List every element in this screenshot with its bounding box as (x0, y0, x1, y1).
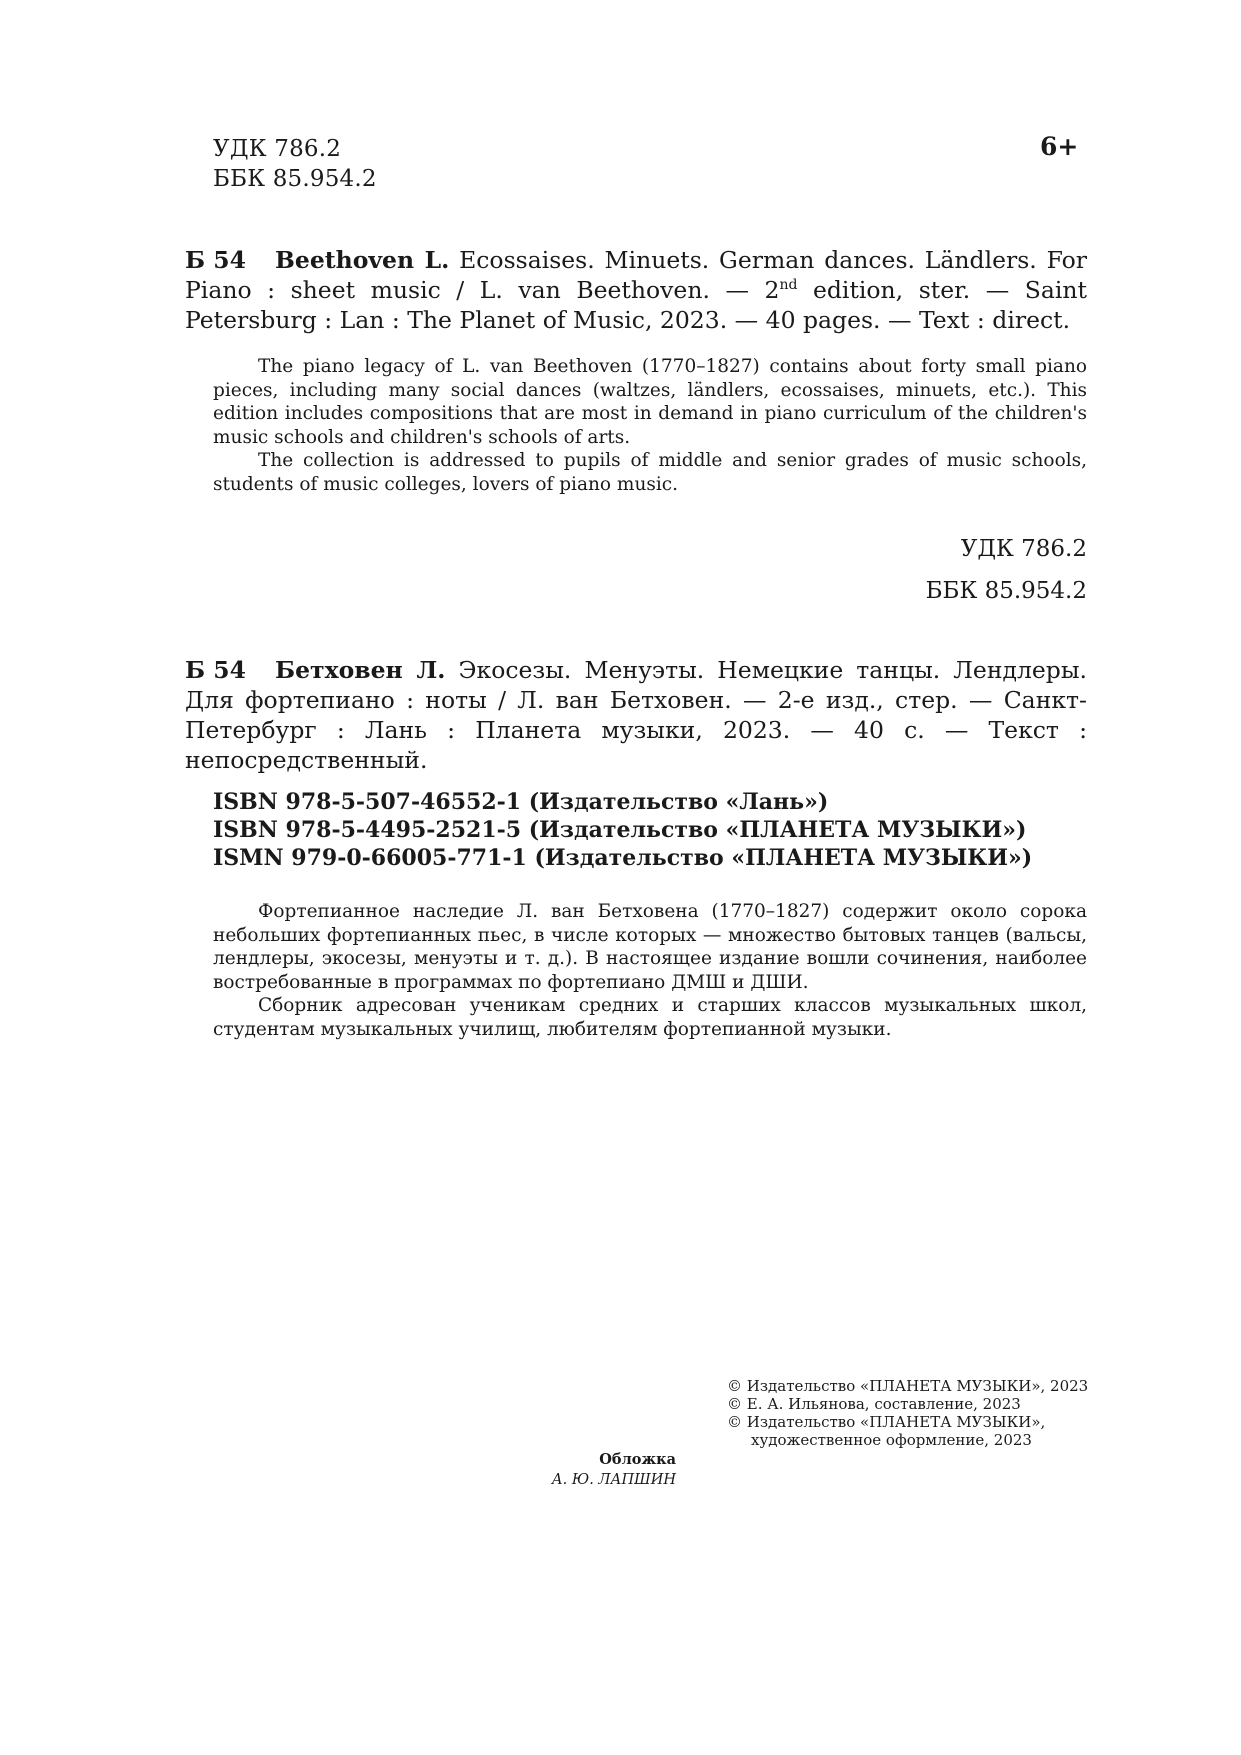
cover-credit-title: Обложка (599, 1451, 676, 1468)
entry-text: Экосезы. Менуэты. Немецкие танцы. Лендлеры. Для фортепиано : ноты / Л. ван Бетховен. — 2-е изд., стер. — Санкт-Петербург : Лань : Планета музыки, 2023. — 40 с. — Текст : непосредственный. (185, 656, 1088, 774)
russian-annotation (213, 900, 1087, 1041)
author-name: Beethoven L. (275, 246, 450, 274)
copyright-block (727, 1377, 1089, 1449)
annotation-paragraph: Фортепианное наследие Л. ван Бетховена (1770–1827) содержит около сорока небольших фортепианных пьес, в числе которых — множество бытовых танцев (вальсы, лендлеры, экосезы, менуэты и т. д.). В настоящее издание вошли сочинения, наиболее востребованные в программах по фортепиано ДМШ и ДШИ. (213, 901, 1087, 993)
right-classification (880, 528, 1087, 612)
cover-artist: А. Ю. ЛАПШИН (551, 1472, 676, 1488)
annotation-paragraph: The piano legacy of L. van Beethoven (1770–1827) contains about forty small piano pieces, including many social dances (waltzes, ländlers, ecossaises, minuets, etc.). This edition includes compositions that are most in demand in piano curriculum of the children's music schools and children's schools of arts. (213, 356, 1087, 448)
edition-superscript: nd (779, 277, 798, 294)
isbn-line: ISBN 978-5-507-46552-1 (Издательство «Лань») (213, 789, 829, 815)
copyright-line: © Издательство «ПЛАНЕТА МУЗЫКИ», (727, 1413, 1046, 1431)
top-classification (213, 134, 377, 194)
english-bibliographic-entry (185, 245, 1087, 335)
russian-bibliographic-entry (185, 655, 1087, 775)
identifiers (213, 788, 1032, 872)
copyright-line: © Издательство «ПЛАНЕТА МУЗЫКИ», 2023 (727, 1377, 1089, 1395)
age-rating: 6+ (1040, 132, 1079, 161)
copyright-line: © Е. А. Ильянова, составление, 2023 (727, 1395, 1021, 1413)
isbn-line: ISBN 978-5-4495-2521-5 (Издательство «ПЛАНЕТА МУЗЫКИ») (213, 817, 1027, 843)
copyright-line: художественное оформление, 2023 (751, 1431, 1032, 1449)
ismn-line: ISMN 979-0-66005-771-1 (Издательство «ПЛАНЕТА МУЗЫКИ») (213, 845, 1033, 871)
udc-code: УДК 786.2 (960, 536, 1087, 562)
cover-credit (500, 1450, 676, 1490)
annotation-paragraph: Сборник адресован ученикам средних и старших классов музыкальных школ, студентам музыкальных училищ, любителям фортепианной музыки. (213, 995, 1087, 1040)
english-annotation (213, 355, 1087, 496)
author-mark: Б 54 (185, 246, 246, 274)
bbk-code: ББК 85.954.2 (925, 578, 1087, 604)
author-mark: Б 54 (185, 656, 246, 684)
udc-code: УДК 786.2 (213, 136, 342, 162)
entry-text: Ecossaises. Minuets. German dances. Ländlers. For Piano : sheet music / L. van Beethoven. — 2 (185, 246, 1087, 304)
entry-text-continued: edition, ster. — Saint Petersburg : Lan : The Planet of Music, 2023. — 40 pages. — Text : direct. (185, 276, 1088, 334)
bbk-code: ББК 85.954.2 (213, 166, 377, 192)
annotation-paragraph: The collection is addressed to pupils of middle and senior grades of music schools, students of music colleges, lovers of piano music. (213, 450, 1087, 495)
author-name: Бетховен Л. (275, 656, 446, 684)
